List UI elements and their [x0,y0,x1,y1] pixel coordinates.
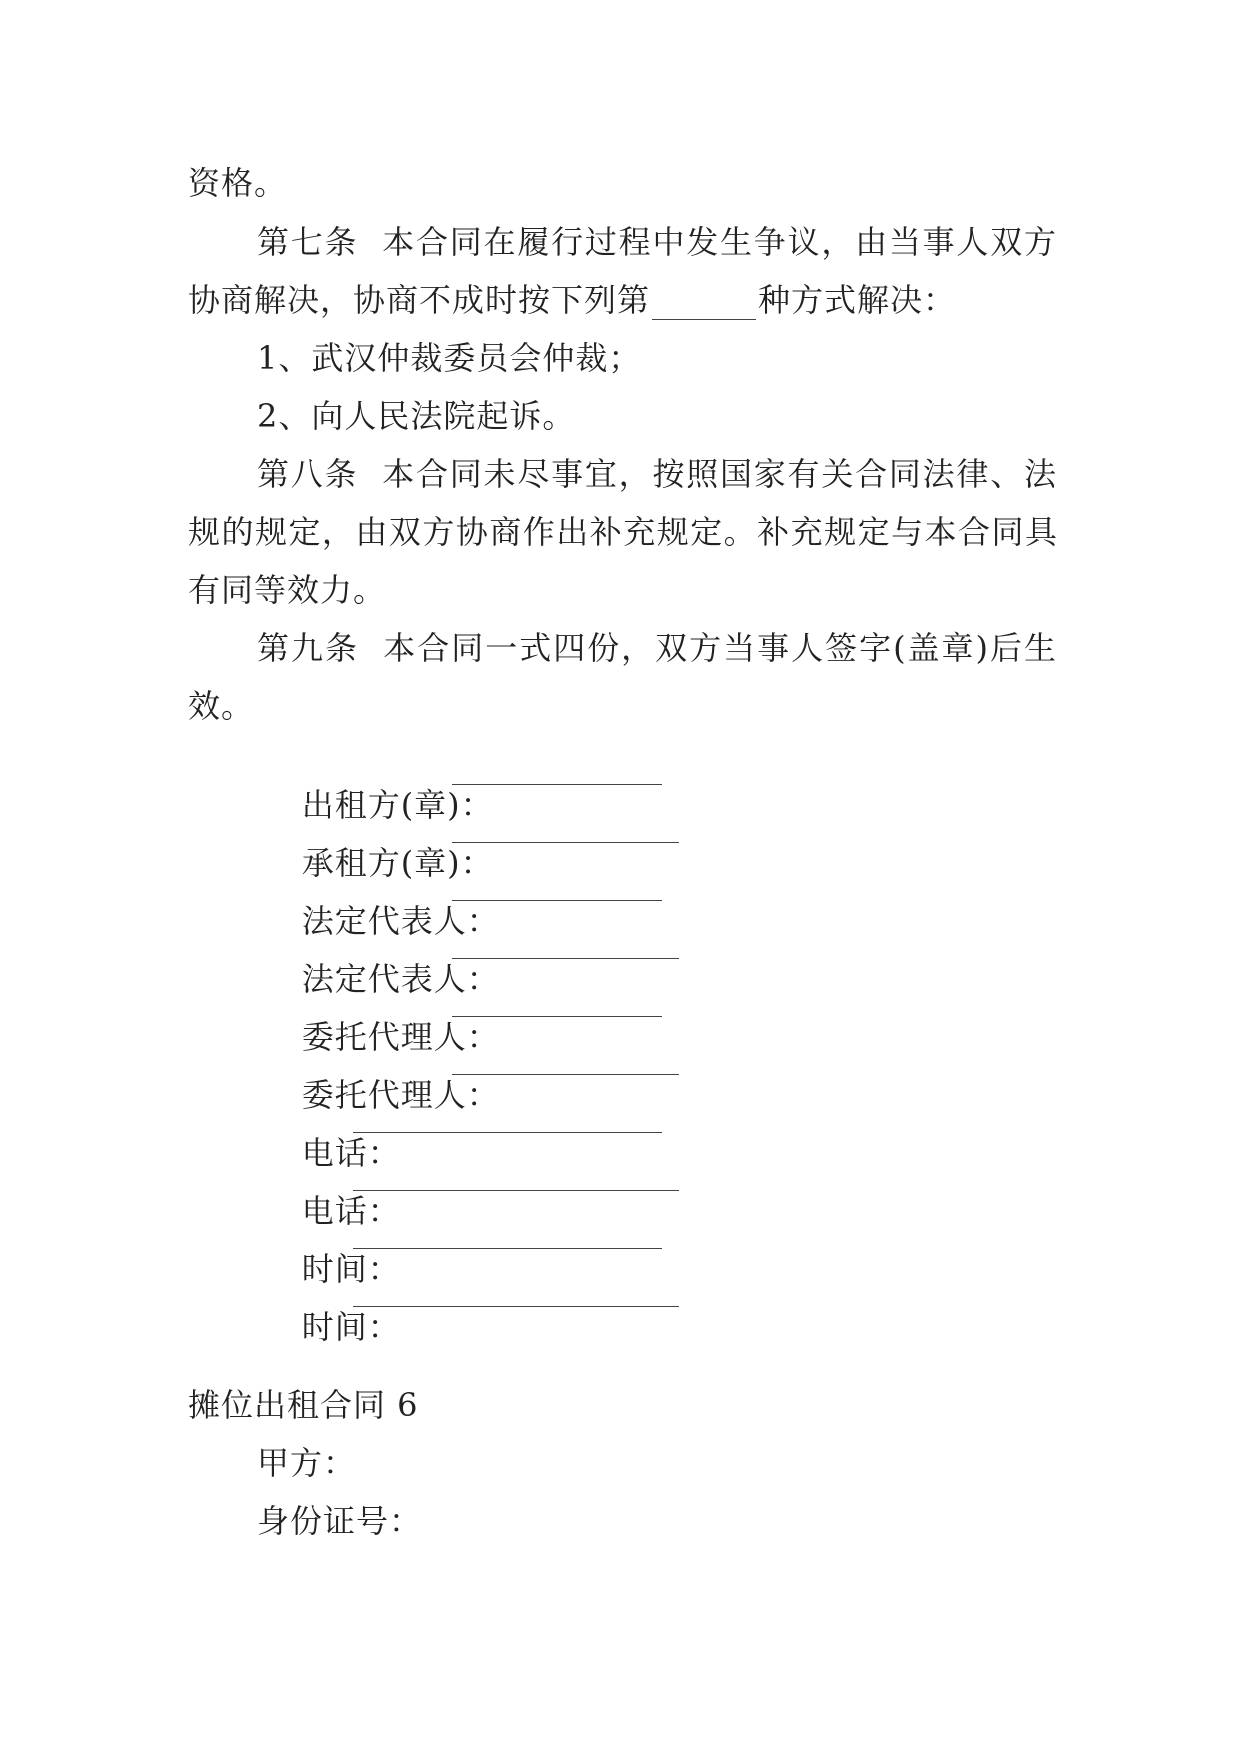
signature-label: 时间： [301,1308,401,1346]
article7-line2 [188,280,956,320]
paragraph-continuation: 资格。 [188,164,288,202]
signature-label: 承租方(章)： [301,844,494,882]
contract-title: 摊位出租合同 6 [188,1386,419,1424]
signature-blank [452,1035,679,1075]
id-number-label: 身份证号： [257,1502,423,1540]
signature-blank [452,919,679,959]
method-number-blank [652,283,756,320]
article8-line1: 第八条 本合同未尽事宜，按照国家有关合同法律、法 [257,455,1057,493]
article7-line2-text-before: 协商解决，协商不成时按下列第 [188,281,651,319]
party-a-label: 甲方： [257,1444,357,1482]
article9-line1: 第九条 本合同一式四份，双方当事人签字(盖章)后生 [257,629,1057,667]
signature-blank [452,803,679,843]
signature-label: 委托代理人： [301,1018,500,1056]
article8-line2: 规的规定，由双方协商作出补充规定。补充规定与本合同具 [188,513,1058,551]
article9-line2: 效。 [188,687,255,725]
signature-blank [353,1093,662,1133]
signature-blank [452,745,662,785]
signature-label: 法定代表人： [301,960,500,998]
article7-line1: 第七条 本合同在履行过程中发生争议，由当事人双方 [257,223,1057,261]
signature-label: 电话： [301,1192,401,1230]
signature-label: 委托代理人： [301,1076,500,1114]
article7-line2-text-after: 种方式解决： [758,281,957,319]
signature-blank [452,861,662,901]
signature-label: 出租方(章)： [301,786,494,824]
article7-option2: 2、向人民法院起诉。 [257,397,576,435]
signature-blank [353,1267,679,1307]
signature-blank [353,1151,679,1191]
signature-label: 电话： [301,1134,401,1172]
article7-option1: 1、武汉仲裁委员会仲裁； [257,339,642,377]
signature-label: 法定代表人： [301,902,500,940]
article8-line3: 有同等效力。 [188,571,387,609]
signature-label: 时间： [301,1250,401,1288]
signature-blank [452,977,662,1017]
signature-blank [353,1209,662,1249]
